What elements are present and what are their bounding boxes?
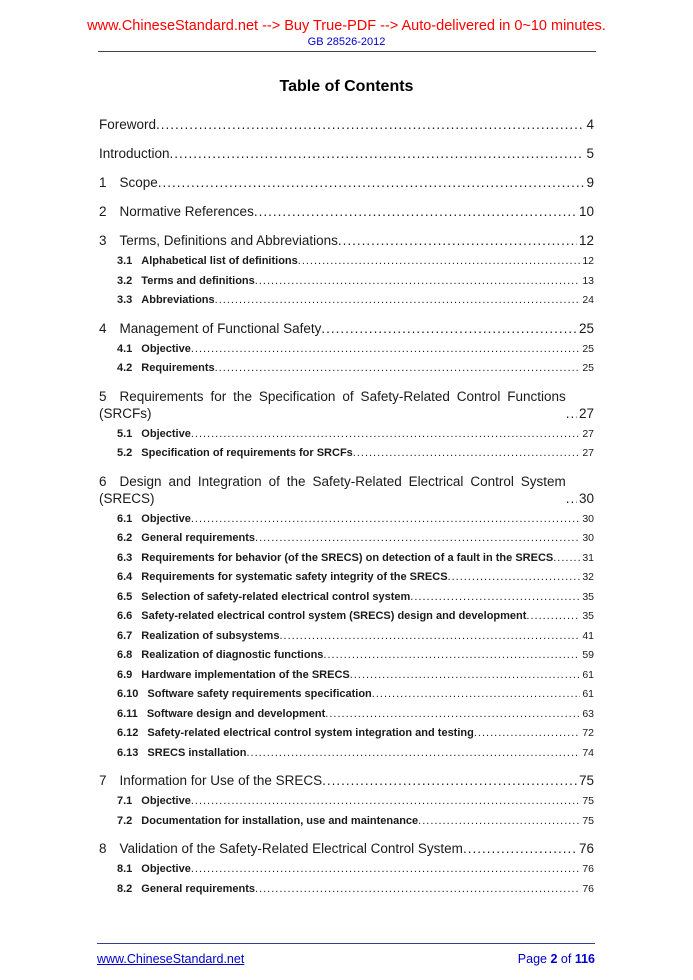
toc-entry <box>99 531 594 546</box>
toc-entry-title: Realization of subsystems <box>141 629 280 642</box>
toc-entry-text <box>117 862 191 877</box>
dot-leader <box>156 116 584 133</box>
dot-leader <box>448 570 581 585</box>
toc-entry-text <box>117 707 325 722</box>
toc-entry-text <box>117 590 410 605</box>
toc-entry <box>99 814 594 829</box>
toc-entry-page: 76 <box>582 863 594 875</box>
toc-entry <box>99 320 594 337</box>
toc-entry <box>99 590 594 605</box>
toc-entry-text <box>117 254 298 269</box>
toc-entry-title: Foreword <box>99 117 157 132</box>
toc-entry-page: 31 <box>582 551 594 564</box>
toc-entry-title: Terms and definitions <box>141 274 255 287</box>
toc-entry-page: 27 <box>582 447 594 459</box>
toc-entry-title: Software safety requirements specification <box>147 688 372 700</box>
dot-leader <box>325 707 580 722</box>
standard-code: GB 28526-2012 <box>307 36 386 48</box>
toc-entry-number: 8.1 <box>117 863 133 875</box>
toc-entry <box>99 342 594 357</box>
toc-entry-title: Validation of the Safety-Related Electrical Control System <box>119 841 463 856</box>
promo-banner: www.ChineseStandard.net --> Buy True-PDF --> Auto-delivered in 0~10 minutes. <box>87 18 606 34</box>
toc-entry-page: 4 <box>586 117 594 132</box>
toc-entry-number: 7 <box>99 773 107 788</box>
dot-leader <box>191 794 580 809</box>
dot-leader <box>323 648 580 663</box>
toc-entry <box>99 609 594 624</box>
page-footer <box>97 943 595 966</box>
toc-entry-text <box>117 293 215 308</box>
toc-entry-page: 30 <box>578 490 594 506</box>
toc-entry-page: 61 <box>582 668 594 681</box>
dot-leader <box>338 232 577 249</box>
dot-leader <box>255 531 580 546</box>
toc-entry-title: Realization of diagnostic functions <box>141 649 324 661</box>
toc-entry <box>99 145 594 162</box>
toc-entry-number: 6.6 <box>117 610 133 622</box>
toc-entry-text <box>99 232 338 249</box>
toc-entry <box>99 629 594 644</box>
toc-entry-text <box>99 388 566 422</box>
toc-entry-text <box>99 203 254 220</box>
toc-entry-page: 24 <box>582 294 594 306</box>
toc-entry <box>99 570 594 585</box>
dot-leader <box>215 293 581 308</box>
toc-entry-page: 74 <box>582 746 594 759</box>
toc-entry-text <box>117 648 323 663</box>
toc-entry-text <box>99 772 322 789</box>
dot-leader <box>553 551 580 566</box>
toc-entry-page: 10 <box>578 204 594 219</box>
toc-entry-text <box>117 882 255 897</box>
toc-entry-title: Objective <box>141 795 191 807</box>
toc-entry-page: 75 <box>582 814 594 827</box>
footer-page-current: 2 <box>550 952 558 966</box>
toc-entry-text <box>117 570 448 585</box>
dot-leader <box>255 882 580 897</box>
toc-entry-page: 76 <box>582 882 594 895</box>
toc-entry-text <box>117 668 350 683</box>
toc-entry-page: 30 <box>582 532 594 544</box>
toc-entry-text <box>99 840 463 857</box>
toc-entry-text <box>117 609 526 624</box>
toc-entry-page: 12 <box>582 255 594 267</box>
toc-entry-number: 5.2 <box>117 447 133 459</box>
footer-rule <box>97 943 595 944</box>
toc-entry-text <box>117 629 279 644</box>
toc-entry <box>99 794 594 809</box>
dot-leader <box>321 320 577 337</box>
toc-entry <box>99 446 594 461</box>
toc-entry-number: 3.1 <box>117 255 133 267</box>
dot-leader <box>215 361 581 376</box>
toc-entry-number: 4.2 <box>117 362 133 374</box>
toc-entry-number: 4.1 <box>117 342 133 355</box>
toc-entry-number: 3.2 <box>117 274 133 287</box>
toc-entry <box>99 687 594 702</box>
toc-entry-number: 8.2 <box>117 882 133 895</box>
dot-leader <box>566 405 577 422</box>
toc-entry-title: Objective <box>141 342 191 355</box>
footer-page-indicator <box>518 952 595 966</box>
toc-entry-text <box>117 274 255 289</box>
toc-entry-text <box>117 794 191 809</box>
toc-entry <box>99 293 594 308</box>
toc-entry-page: 5 <box>586 146 594 161</box>
toc-entry-number: 3 <box>99 233 107 248</box>
toc-entry <box>99 274 594 289</box>
toc-entry-number: 6.8 <box>117 649 133 661</box>
toc-entry-title: Software design and development <box>146 707 326 720</box>
toc-entry <box>99 116 594 133</box>
toc-entry <box>99 473 594 507</box>
toc-entry-number: 6.7 <box>117 629 133 642</box>
toc-entry <box>99 254 594 269</box>
toc-entry <box>99 427 594 442</box>
toc-entry-text <box>117 512 191 527</box>
toc-entry-number: 6.10 <box>117 688 139 700</box>
dot-leader <box>158 174 585 191</box>
toc-entry-page: 76 <box>578 841 594 856</box>
dot-leader <box>191 512 580 527</box>
toc-entry-page: 25 <box>582 362 594 374</box>
toc-entry-text <box>117 746 246 761</box>
dot-leader <box>254 203 577 220</box>
toc-entry-text <box>99 174 158 191</box>
toc-entry-title: Requirements for the Specification of Safety-Related Control Functions (SRCFs) <box>99 388 566 421</box>
toc-entry-title: Documentation for installation, use and maintenance <box>141 814 419 827</box>
toc-entry-title: Scope <box>119 175 158 190</box>
toc-entry-page: 25 <box>578 320 594 336</box>
toc-entry-title: Safety-related electrical control system (SRECS) design and development <box>141 610 527 622</box>
dot-leader <box>170 145 585 162</box>
toc-entry <box>99 726 594 741</box>
toc-entry-title: Normative References <box>119 204 254 219</box>
toc-entry-title: Alphabetical list of definitions <box>141 255 298 267</box>
toc-entry-number: 7.1 <box>117 795 133 807</box>
toc-entry <box>99 361 594 376</box>
toc-entry-title: Abbreviations <box>141 294 215 306</box>
toc-entry-text <box>117 814 418 829</box>
toc-entry-number: 6.11 <box>117 707 138 720</box>
toc-entry-title: Objective <box>141 863 191 875</box>
toc-entry-page: 75 <box>578 773 594 788</box>
toc-entry <box>99 746 594 761</box>
toc-entry-text <box>117 531 255 546</box>
dot-leader <box>255 274 581 289</box>
toc-entry-text <box>117 446 353 461</box>
toc-entry-text <box>99 145 170 162</box>
toc-entry-title: Specification of requirements for SRCFs <box>141 447 353 459</box>
toc-entry-number: 4 <box>99 320 107 336</box>
toc-entry-number: 6.3 <box>117 551 133 564</box>
toc-entry-text <box>99 320 321 337</box>
toc-entry <box>99 882 594 897</box>
toc-entry-number: 1 <box>99 175 107 190</box>
toc-entry-page: 75 <box>582 795 594 807</box>
toc-entry-number: 8 <box>99 841 107 856</box>
dot-leader <box>526 609 580 624</box>
toc-entry-title: Management of Functional Safety <box>119 320 322 336</box>
toc-entry-title: Terms, Definitions and Abbreviations <box>119 233 338 248</box>
footer-of-word: of <box>560 952 572 966</box>
toc-entry-page: 59 <box>582 649 594 661</box>
dot-leader <box>279 629 580 644</box>
toc-entry <box>99 388 594 422</box>
dot-leader <box>298 254 581 269</box>
toc-entry-page: 27 <box>578 405 594 421</box>
toc-entry-page: 12 <box>578 233 594 248</box>
dot-leader <box>418 814 580 829</box>
toc-entry-text <box>117 726 474 741</box>
page-header <box>0 0 693 52</box>
toc-entry-page: 9 <box>586 175 594 190</box>
toc-list <box>99 116 594 896</box>
dot-leader <box>353 446 581 461</box>
page-title: Table of Contents <box>279 78 414 95</box>
toc-entry <box>99 232 594 249</box>
toc-entry <box>99 203 594 220</box>
dot-leader <box>372 687 581 702</box>
toc-entry-title: Design and Integration of the Safety-Related Electrical Control System (SRECS) <box>99 473 566 506</box>
toc-entry-page: 41 <box>582 629 594 642</box>
page-content <box>0 116 693 896</box>
toc-entry <box>99 174 594 191</box>
toc-entry-number: 6 <box>99 473 107 489</box>
toc-entry-title: SRECS installation <box>147 746 247 759</box>
toc-entry-text <box>99 116 156 133</box>
dot-leader <box>191 862 580 877</box>
toc-entry-number: 6.2 <box>117 532 133 544</box>
toc-entry <box>99 862 594 877</box>
toc-entry-number: 7.2 <box>117 814 133 827</box>
toc-entry-page: 72 <box>582 727 594 739</box>
toc-entry-title: Requirements for systematic safety integrity of the SRECS <box>141 571 448 583</box>
toc-entry-page: 25 <box>582 342 594 355</box>
footer-page-total: 116 <box>574 952 595 966</box>
toc-entry-text <box>117 427 191 442</box>
toc-entry-title: Hardware implementation of the SRECS <box>141 668 350 681</box>
dot-leader <box>566 490 577 507</box>
toc-entry-text <box>117 687 372 702</box>
toc-entry <box>99 840 594 857</box>
toc-entry-title: Selection of safety-related electrical control system <box>141 590 411 603</box>
toc-entry-page: 27 <box>582 427 594 440</box>
toc-entry <box>99 648 594 663</box>
toc-entry-text <box>99 473 566 507</box>
toc-entry-page: 35 <box>582 590 594 603</box>
toc-entry <box>99 772 594 789</box>
toc-entry-title: Requirements for behavior (of the SRECS) on detection of a fault in the SRECS <box>141 551 554 564</box>
toc-entry-number: 6.9 <box>117 668 133 681</box>
toc-entry-page: 63 <box>582 707 594 720</box>
toc-entry <box>99 551 594 566</box>
toc-entry-text <box>117 361 215 376</box>
toc-entry-number: 6.1 <box>117 512 133 525</box>
toc-entry-number: 2 <box>99 204 107 219</box>
toc-entry-number: 3.3 <box>117 294 133 306</box>
toc-entry <box>99 707 594 722</box>
toc-entry-number: 5 <box>99 388 107 404</box>
toc-entry-number: 6.5 <box>117 590 133 603</box>
toc-entry-page: 32 <box>582 571 594 583</box>
header-rule <box>98 51 596 52</box>
toc-entry-page: 61 <box>582 688 594 700</box>
dot-leader <box>246 746 580 761</box>
toc-entry-page: 13 <box>582 274 594 287</box>
footer-page-word: Page <box>517 952 547 966</box>
toc-entry-number: 6.13 <box>117 746 139 759</box>
dot-leader <box>463 840 577 857</box>
toc-entry-title: Objective <box>141 427 191 440</box>
toc-entry <box>99 668 594 683</box>
toc-entry-title: Introduction <box>99 146 170 161</box>
toc-entry-number: 6.4 <box>117 571 133 583</box>
dot-leader <box>350 668 581 683</box>
toc-entry-title: Information for Use of the SRECS <box>119 773 323 788</box>
dot-leader <box>474 726 580 741</box>
toc-entry-number: 6.12 <box>117 727 139 739</box>
dot-leader <box>322 772 577 789</box>
dot-leader <box>410 590 580 605</box>
toc-entry-title: Requirements <box>141 362 215 374</box>
toc-entry-title: General requirements <box>141 882 256 895</box>
toc-entry-title: General requirements <box>141 532 256 544</box>
toc-entry-text <box>117 342 191 357</box>
toc-entry-number: 5.1 <box>117 427 133 440</box>
footer-website-link[interactable]: www.ChineseStandard.net <box>97 952 245 966</box>
toc-entry-title: Safety-related electrical control system integration and testing <box>147 727 474 739</box>
toc-entry-page: 30 <box>582 512 594 525</box>
toc-entry-text <box>117 551 553 566</box>
dot-leader <box>191 427 580 442</box>
toc-entry-page: 35 <box>582 610 594 622</box>
toc-entry-title: Objective <box>141 512 191 525</box>
dot-leader <box>191 342 580 357</box>
toc-entry <box>99 512 594 527</box>
